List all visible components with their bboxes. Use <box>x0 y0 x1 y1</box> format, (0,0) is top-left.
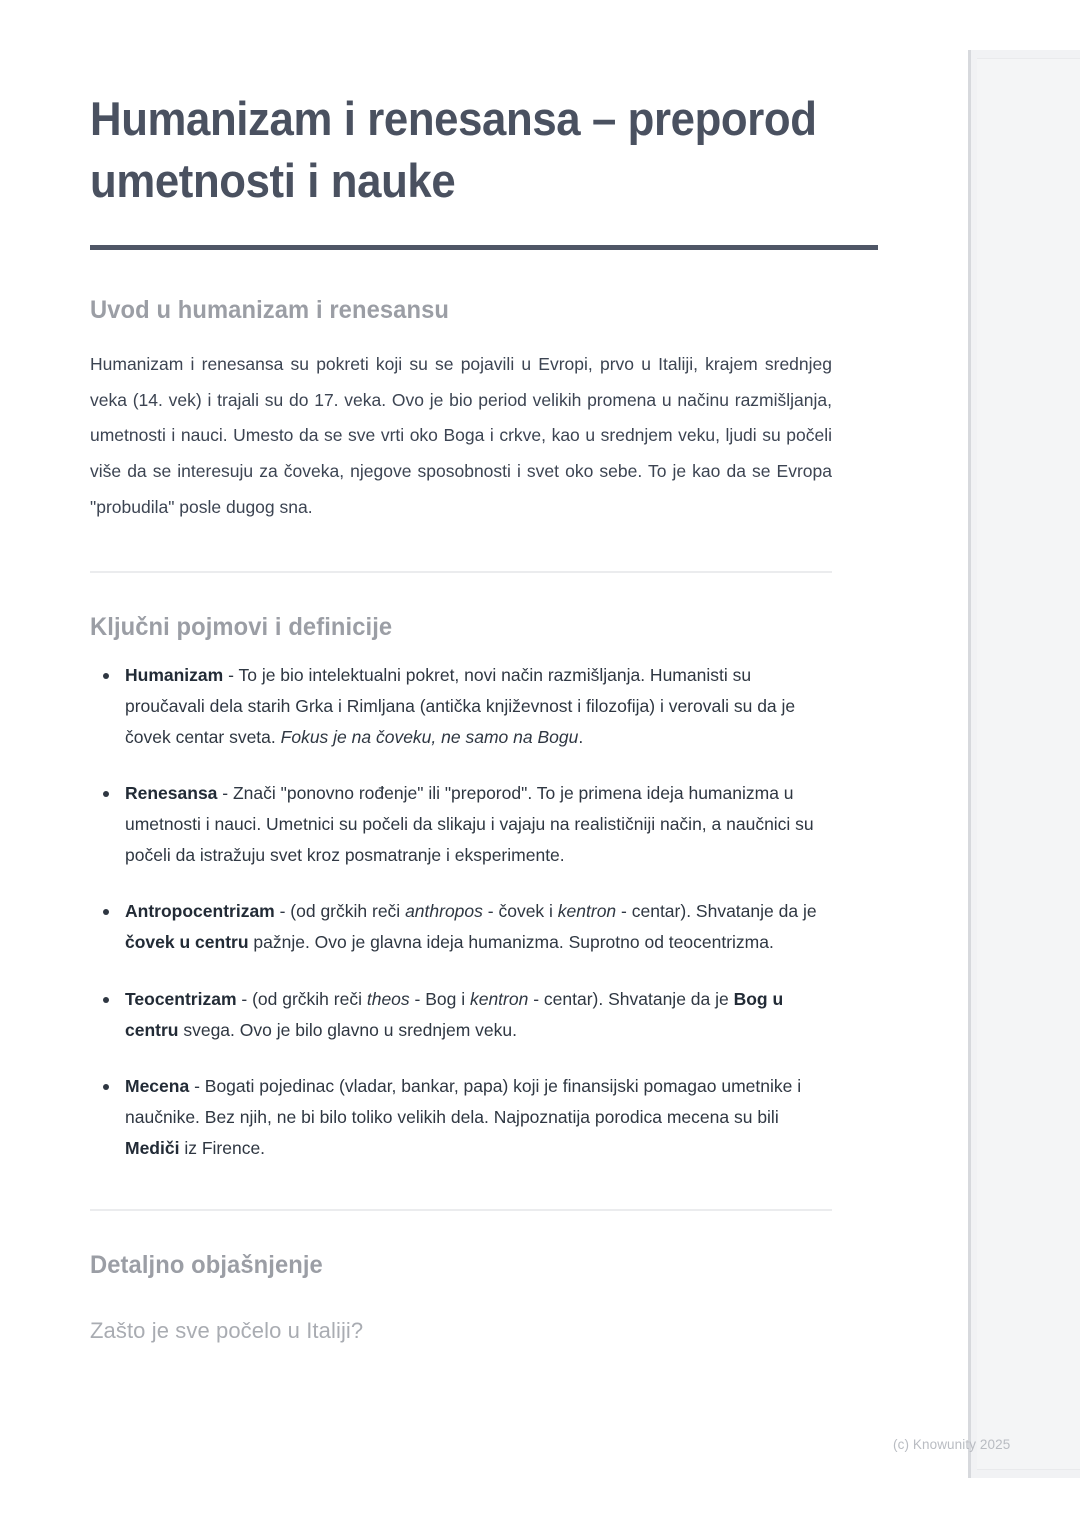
section-subheading-zasto-italija: Zašto je sve počelo u Italiji? <box>90 1318 364 1344</box>
strong-text: Mediči <box>125 1138 180 1159</box>
section-heading-detaljno-objasnjenje: Detaljno objašnjenje <box>90 1251 323 1280</box>
term-label: Teocentrizam <box>125 988 237 1009</box>
list-item: Humanizam - To je bio intelektualni pokret, novi način razmišljanja. Humanisti su proučavali dela starih Grka i Rimljana (antička književnost i filozofija) i verovali su da je čovek centar sveta. Fokus je na čoveku, ne samo na Bogu. <box>90 660 832 753</box>
term-label: Humanizam <box>125 664 224 685</box>
copyright-watermark: (c) Knowunity 2025 <box>893 1437 1011 1452</box>
term-definition-text: - centar). Shvatanje da je <box>616 901 817 922</box>
emphasis-text: theos <box>366 988 410 1009</box>
term-definition-text: iz Firence. <box>179 1138 266 1159</box>
term-definition-text: Znači "ponovno rođenje" ili "preporod". To je primena ideja humanizma u umetnosti i nauci. Umetnici su počeli da slikaju i vajaju na realističniji način, a naučnici su počeli da istražuju svet kroz posmatranje i eksperimente. <box>125 782 814 866</box>
term-label: Mecena <box>125 1075 190 1096</box>
page-side-strip[interactable] <box>968 50 1080 1478</box>
list-item: Teocentrizam - (od grčkih reči theos - Bog i kentron - centar). Shvatanje da je Bog u centru svega. Ovo je bilo glavno u srednjem veku. <box>90 984 832 1046</box>
emphasis-text: Fokus je na čoveku, ne samo na Bogu <box>280 726 579 747</box>
emphasis-text: anthropos <box>405 901 483 922</box>
term-definition-text: Bogati pojedinac (vladar, bankar, papa) koji je finansijski pomagao umetnike i naučnike. Bez njih, ne bi bilo toliko velikih dela. Najpoznatija porodica mecena su bili <box>125 1075 802 1128</box>
term-definition-text: . <box>578 726 584 747</box>
list-item: Antropocentrizam - (od grčkih reči anthropos - čovek i kentron - centar). Shvatanje da je čovek u centru pažnje. Ovo je glavna ideja humanizma. Suprotno od teocentrizma. <box>90 896 832 958</box>
section-paragraph-uvod: Humanizam i renesansa su pokreti koji su se pojavili u Evropi, prvo u Italiji, krajem srednjeg veka (14. vek) i trajali su do 17. veka. Ovo je bio period velikih promena u načinu razmišljanja, umetnosti i nauci. Umesto da se sve vrti oko Boga i crkve, kao u srednjem veku, ljudi su počeli više da se interesuju za čoveka, njegove sposobnosti i svet oko sebe. To je kao da se Evropa "probudila" posle dugog sna. <box>90 354 832 517</box>
strong-text: Bog u centru <box>125 988 784 1040</box>
section-heading-uvod: Uvod u humanizam i renesansu <box>90 296 449 325</box>
term-definition-text: - čovek i <box>482 901 558 922</box>
term-definition-text: svega. Ovo je bilo glavno u srednjem veku. <box>178 1019 517 1040</box>
term-label: Renesansa <box>125 782 218 803</box>
emphasis-text: kentron <box>557 901 617 922</box>
emphasis-text: kentron <box>469 988 529 1009</box>
term-definition-text: To je bio intelektualni pokret, novi način razmišljanja. Humanisti su proučavali dela starih Grka i Rimljana (antička književnost i filozofija) i verovali su da je čovek centar sveta. <box>125 664 796 747</box>
section-heading-kljucni-pojmovi: Ključni pojmovi i definicije <box>90 612 393 641</box>
term-definition-text: pažnje. Ovo je glavna ideja humanizma. Suprotno od teocentrizma. <box>248 932 774 953</box>
key-terms-list <box>90 642 832 1165</box>
list-item: Renesansa - Znači "ponovno rođenje" ili "preporod". To je primena ideja humanizma u umetnosti i nauci. Umetnici su počeli da slikaju i vajaju na realističniji način, a naučnici su počeli da istražuju svet kroz posmatranje i eksperimente. <box>90 778 832 871</box>
term-label: Antropocentrizam <box>125 901 275 922</box>
term-definition-text: - Bog i <box>409 988 470 1009</box>
strong-text: čovek u centru <box>125 932 249 953</box>
term-definition-text: (od grčkih reči <box>290 901 406 922</box>
page-side-strip-inner <box>977 58 1080 1470</box>
page-title: Humanizam i renesansa – preporod umetnosti i nauke <box>90 92 817 208</box>
term-definition-text: - centar). Shvatanje da je <box>528 988 734 1009</box>
list-item: Mecena - Bogati pojedinac (vladar, bankar, papa) koji je finansijski pomagao umetnike i naučnike. Bez njih, ne bi bilo toliko velikih dela. Najpoznatija porodica mecena su bili Mediči iz Firence. <box>90 1071 832 1164</box>
term-definition-text: (od grčkih reči <box>252 988 367 1009</box>
